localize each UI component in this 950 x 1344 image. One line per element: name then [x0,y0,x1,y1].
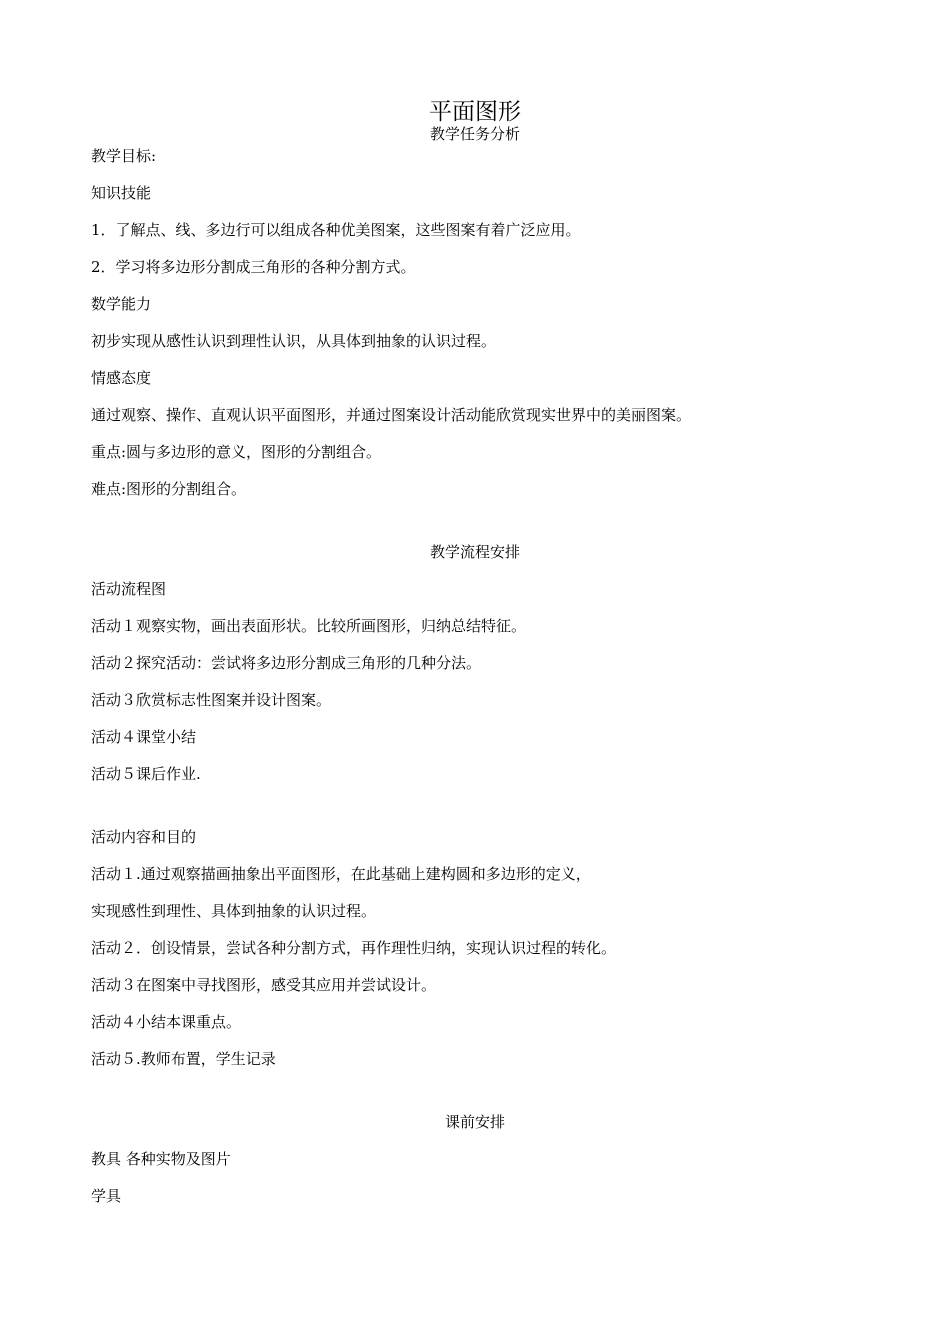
document-title: 平面图形 [429,99,521,125]
content-item: 活动５.教师布置，学生记录 [91,1050,276,1068]
document-subtitle: 教学任务分析 [429,125,520,143]
difficulty-point: 难点:图形的分割组合。 [91,480,247,498]
knowledge-item-1: 1．了解点、线、多边行可以组成各种优美图案，这些图案有着广泛应用。 [91,221,581,239]
knowledge-heading: 知识技能 [91,184,152,202]
attitude-item-1: 通过观察、操作、直观认识平面图形，并通过图案设计活动能欣赏现实世界中的美丽图案。 [91,406,692,424]
key-point: 重点:圆与多边形的意义，图形的分割组合。 [91,443,382,461]
flow-item: 活动５课后作业. [91,765,201,783]
flow-item: 活动２探究活动：尝试将多边形分割成三角形的几种分法。 [91,654,482,672]
flow-heading: 教学流程安排 [429,543,520,561]
flow-chart-heading: 活动流程图 [91,580,167,598]
teaching-aids: 教具 各种实物及图片 [91,1150,231,1168]
preparation-heading: 课前安排 [444,1113,505,1131]
content-item: 活动３在图案中寻找图形，感受其应用并尝试设计。 [91,976,437,994]
content-item: 活动４小结本课重点。 [91,1013,242,1031]
flow-item: 活动４课堂小结 [91,728,197,746]
content-item: 活动１.通过观察描画抽象出平面图形，在此基础上建构圆和多边形的定义， [91,865,591,883]
flow-item: 活动３欣赏标志性图案并设计图案。 [91,691,332,709]
content-heading: 活动内容和目的 [91,828,197,846]
knowledge-item-2: 2．学习将多边形分割成三角形的各种分割方式。 [91,258,416,276]
attitude-heading: 情感态度 [91,369,152,387]
student-aids: 学具 [91,1187,122,1205]
content-item: 活动２．创设情景，尝试各种分割方式，再作理性归纳，实现认识过程的转化。 [91,939,617,957]
ability-heading: 数学能力 [91,295,152,313]
flow-item: 活动１观察实物，画出表面形状。比较所画图形，归纳总结特征。 [91,617,527,635]
ability-item-1: 初步实现从感性认识到理性认识，从具体到抽象的认识过程。 [91,332,497,350]
content-item: 实现感性到理性、具体到抽象的认识过程。 [91,902,377,920]
objectives-heading: 教学目标: [91,147,157,165]
